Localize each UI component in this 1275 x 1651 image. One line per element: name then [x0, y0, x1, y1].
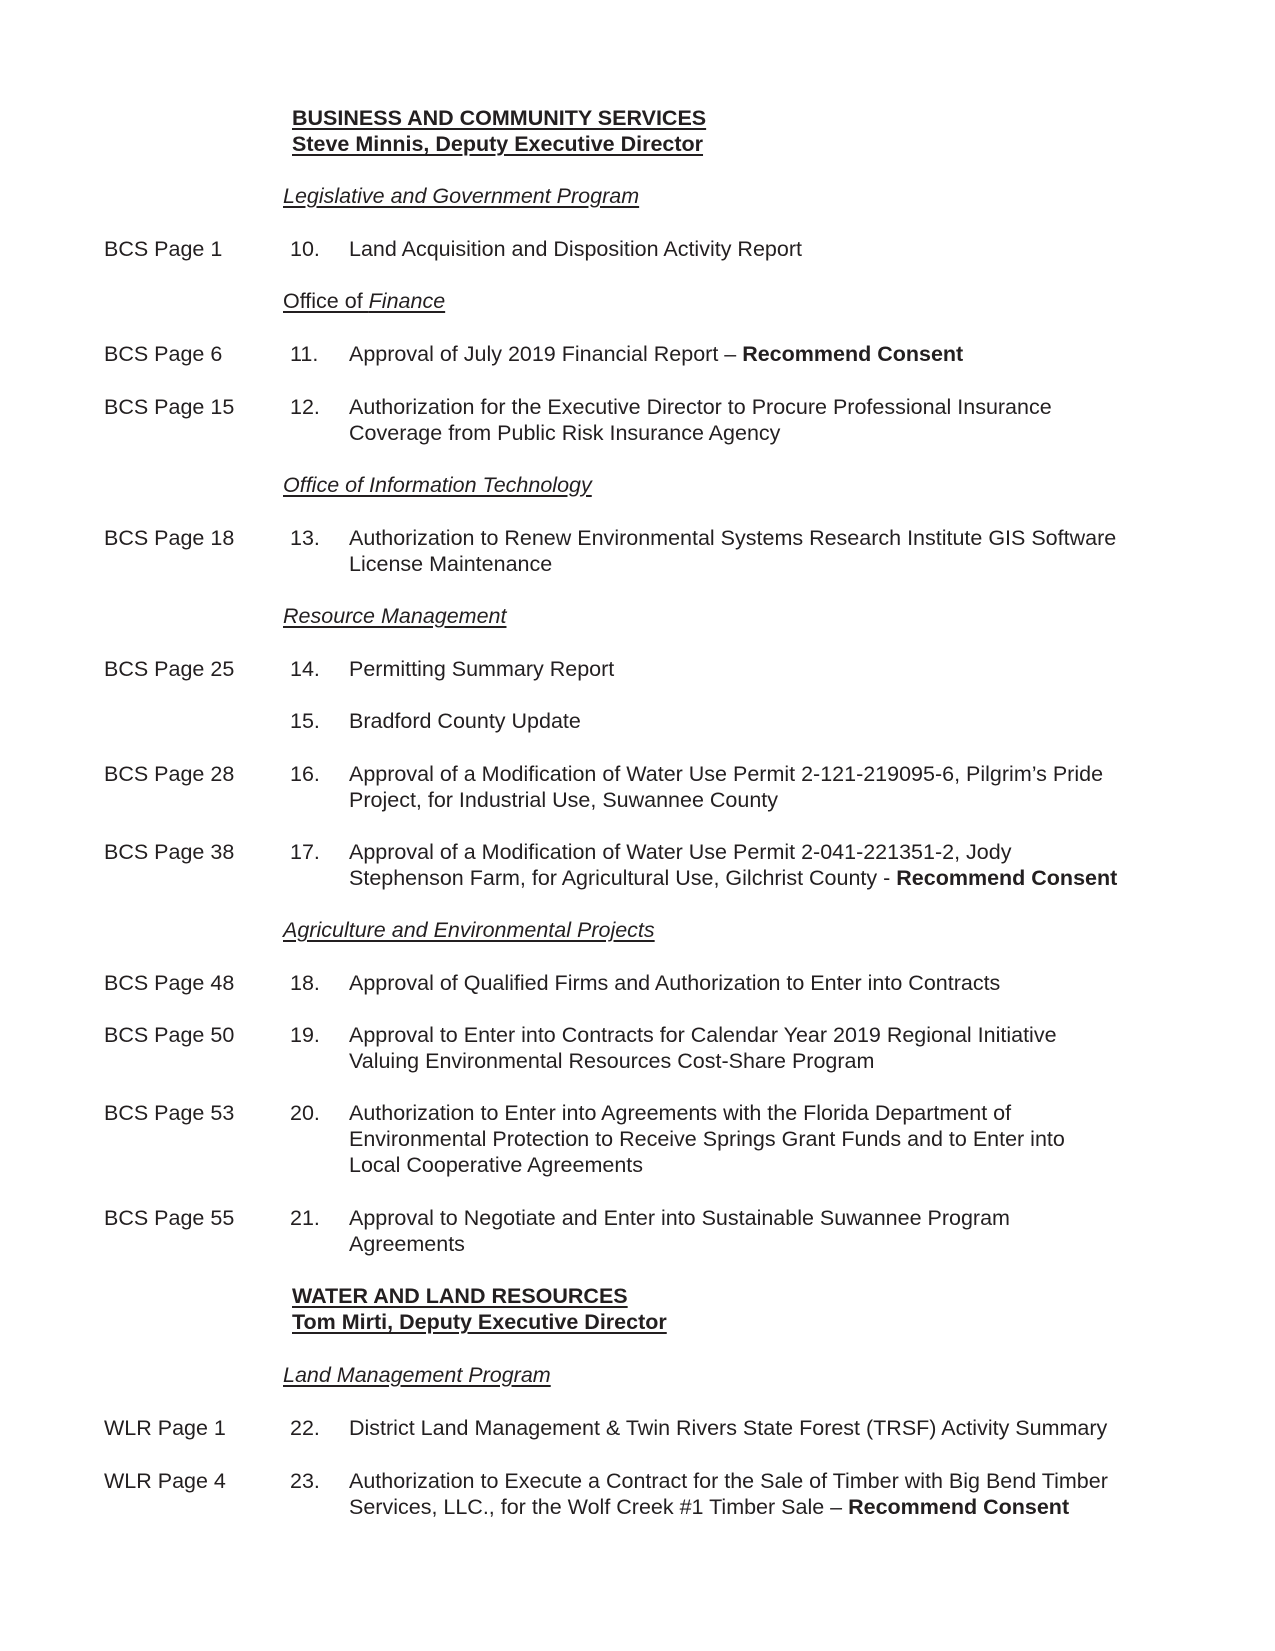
- item-page-ref: BCS Page 25: [104, 657, 235, 681]
- item-line: Agreements: [349, 1232, 465, 1256]
- section-title-bcs: BUSINESS AND COMMUNITY SERVICES: [292, 106, 707, 130]
- item-page-ref: BCS Page 6: [104, 342, 223, 366]
- item-line: Approval of a Modification of Water Use Permit 2-041-221351-2, Jody: [349, 840, 1012, 864]
- agenda-item-text: [349, 341, 963, 367]
- item-line: Authorization to Renew Environmental Systems Research Institute GIS Software: [349, 526, 1117, 550]
- item-number: 15.: [290, 709, 320, 733]
- item-line: Project, for Industrial Use, Suwannee County: [349, 788, 779, 812]
- program-heading-agriculture: Agriculture and Environmental Projects: [283, 918, 655, 942]
- item-line: Approval to Enter into Contracts for Calendar Year 2019 Regional Initiative: [349, 1023, 1057, 1047]
- agenda-item-text: [349, 1205, 1010, 1257]
- program-heading-resource: Resource Management: [283, 604, 507, 628]
- item-line: Authorization to Enter into Agreements with the Florida Department of: [349, 1101, 1012, 1125]
- item-line: Environmental Protection to Receive Springs Grant Funds and to Enter into: [349, 1127, 1065, 1151]
- agenda-item-text: [349, 1100, 1065, 1178]
- agenda-item-text: [349, 839, 1117, 891]
- item-number: 20.: [290, 1101, 320, 1125]
- recommend-consent-label: Recommend Consent: [742, 342, 964, 366]
- program-heading-land: Land Management Program: [283, 1363, 551, 1387]
- program-heading-finance: [283, 288, 445, 314]
- item-number: 22.: [290, 1416, 320, 1440]
- recommend-consent-label: Recommend Consent: [848, 1495, 1070, 1519]
- item-number: 23.: [290, 1469, 320, 1493]
- item-line: Authorization to Execute a Contract for the Sale of Timber with Big Bend Timber: [349, 1469, 1108, 1493]
- item-line: Bradford County Update: [349, 709, 581, 733]
- agenda-item-text: [349, 1468, 1108, 1520]
- item-number: 10.: [290, 237, 320, 261]
- section-director-bcs: Steve Minnis, Deputy Executive Director: [292, 132, 704, 156]
- program-heading-legislative: Legislative and Government Program: [283, 184, 640, 208]
- item-number: 11.: [290, 342, 319, 366]
- item-line: Services, LLC., for the Wolf Creek #1 Timber Sale – Recommend Consent: [349, 1495, 1070, 1519]
- item-line: Approval to Negotiate and Enter into Sustainable Suwannee Program: [349, 1206, 1010, 1230]
- finance-suffix: Finance: [368, 289, 446, 313]
- item-page-ref: WLR Page 1: [104, 1416, 226, 1440]
- item-page-ref: BCS Page 1: [104, 237, 223, 261]
- item-line: District Land Management & Twin Rivers State Forest (TRSF) Activity Summary: [349, 1416, 1108, 1440]
- item-page-ref: BCS Page 28: [104, 762, 235, 786]
- item-page-ref: BCS Page 50: [104, 1023, 235, 1047]
- agenda-item-text: [349, 970, 1000, 996]
- agenda-item-text: [349, 236, 802, 262]
- item-number: 14.: [290, 657, 320, 681]
- item-line: Approval of a Modification of Water Use Permit 2-121-219095-6, Pilgrim’s Pride: [349, 762, 1104, 786]
- item-number: 17.: [290, 840, 320, 864]
- agenda-item-text: [349, 394, 1052, 446]
- section-title-wlr: WATER AND LAND RESOURCES: [292, 1284, 628, 1308]
- item-page-ref: BCS Page 48: [104, 971, 235, 995]
- item-page-ref: BCS Page 53: [104, 1101, 235, 1125]
- item-page-ref: BCS Page 15: [104, 395, 235, 419]
- agenda-item-text: [349, 708, 581, 734]
- item-number: 13.: [290, 526, 320, 550]
- item-line: Approval of July 2019 Financial Report – Recommend Consent: [349, 342, 964, 366]
- agenda-item-text: [349, 761, 1103, 813]
- item-page-ref: BCS Page 55: [104, 1206, 235, 1230]
- item-line: Valuing Environmental Resources Cost-Share Program: [349, 1049, 875, 1073]
- section-director-wlr: Tom Mirti, Deputy Executive Director: [292, 1310, 667, 1334]
- finance-prefix: Office of: [283, 289, 369, 313]
- recommend-consent-label: Recommend Consent: [896, 866, 1118, 890]
- item-line: Authorization for the Executive Director to Procure Professional Insurance: [349, 395, 1052, 419]
- item-page-ref: BCS Page 18: [104, 526, 235, 550]
- item-line: Permitting Summary Report: [349, 657, 615, 681]
- agenda-item-text: [349, 656, 614, 682]
- item-number: 21.: [290, 1206, 320, 1230]
- item-line: Stephenson Farm, for Agricultural Use, Gilchrist County - Recommend Consent: [349, 866, 1118, 890]
- item-line: License Maintenance: [349, 552, 553, 576]
- agenda-item-text: [349, 1022, 1057, 1074]
- item-line: Coverage from Public Risk Insurance Agency: [349, 421, 781, 445]
- item-number: 18.: [290, 971, 320, 995]
- item-number: 19.: [290, 1023, 320, 1047]
- item-line: Approval of Qualified Firms and Authorization to Enter into Contracts: [349, 971, 1001, 995]
- agenda-item-text: [349, 1415, 1107, 1441]
- agenda-item-text: [349, 525, 1116, 577]
- item-line: Land Acquisition and Disposition Activity Report: [349, 237, 802, 261]
- item-number: 12.: [290, 395, 320, 419]
- item-number: 16.: [290, 762, 320, 786]
- item-page-ref: WLR Page 4: [104, 1469, 226, 1493]
- program-heading-it: Office of Information Technology: [283, 473, 592, 497]
- item-line: Local Cooperative Agreements: [349, 1153, 644, 1177]
- item-page-ref: BCS Page 38: [104, 840, 235, 864]
